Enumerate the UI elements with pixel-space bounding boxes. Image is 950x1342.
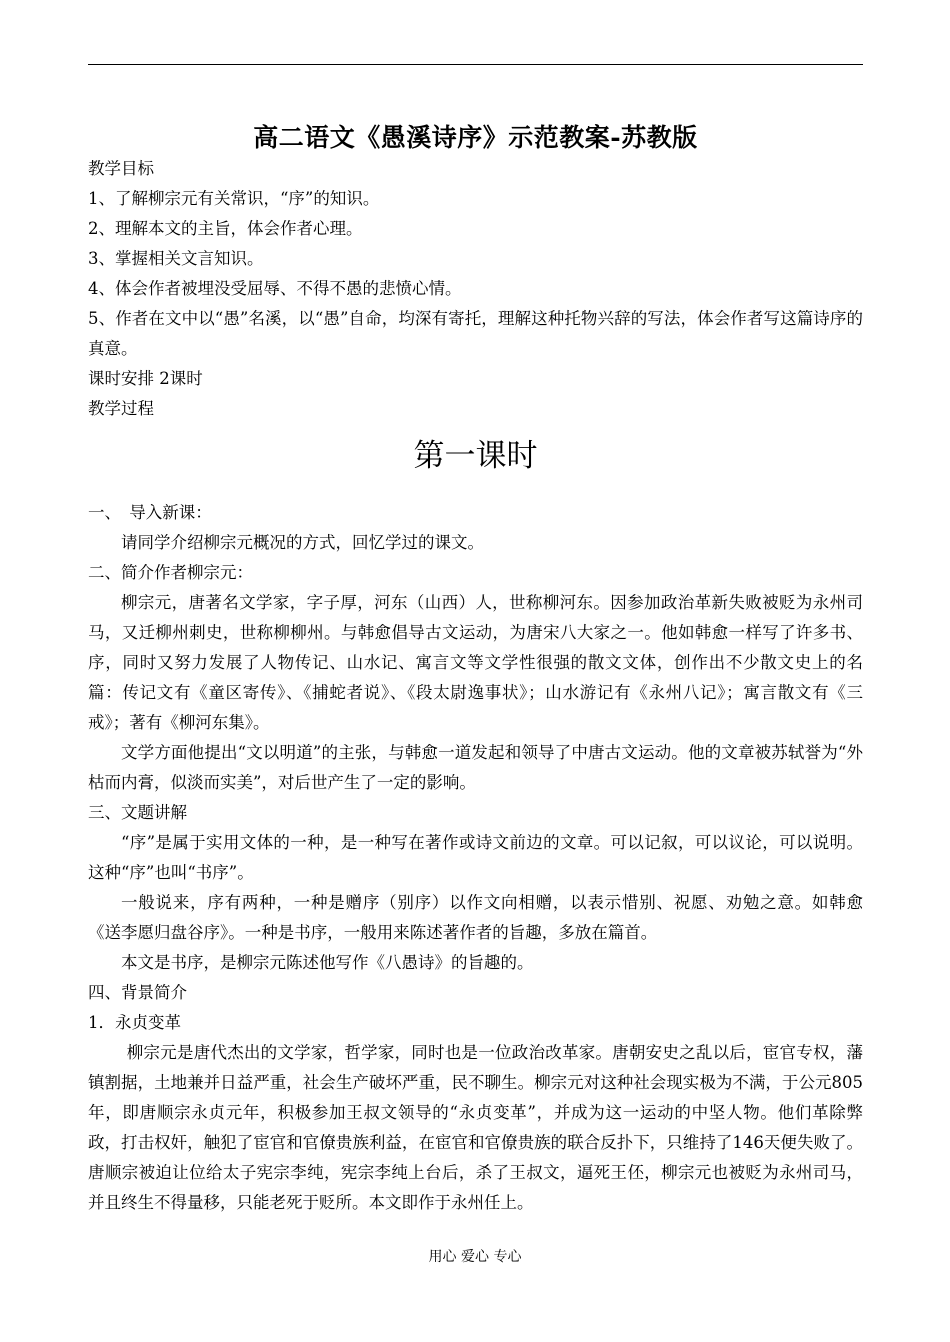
section-heading-title-explain: 三、文题讲解 (88, 803, 187, 822)
goals-heading: 教学目标 (88, 159, 154, 178)
goal-item: 4、体会作者被埋没受屈辱、不得不愚的悲愤心情。 (88, 279, 462, 298)
goal-item: 5、作者在文中以“愚”名溪，以“愚”自命，均深有寄托，理解这种托物兴辞的写法，体会作者写这篇诗序的真意。 (88, 309, 863, 358)
author-paragraph: 柳宗元，唐著名文学家，字子厚，河东（山西）人，世称柳河东。因参加政治革新失败被贬为永州司马，又迁柳州刺史，世称柳柳州。与韩愈倡导古文运动，为唐宋八大家之一。他如韩愈一样写了许多书、序，同时又努力发展了人物传记、山水记、寓言文等文学性很强的散文文体，创作出不少散文史上的名篇：传记文有《童区寄传》、《捕蛇者说》、《段太尉逸事状》；山水游记有《永州八记》；寓言散文有《三戒》；著有《柳河东集》。 (88, 593, 863, 732)
goal-item: 3、掌握相关文言知识。 (88, 249, 264, 268)
page-footer: 用心 爱心 专心 (428, 1249, 522, 1265)
title-explain-paragraph: “序”是属于实用文体的一种，是一种写在著作或诗文前边的文章。可以记叙，可以议论，可以说明。这种“序”也叫“书序”。 (88, 833, 863, 882)
background-subheading: 1．永贞变革 (88, 1013, 181, 1032)
goal-item: 1、了解柳宗元有关常识，“序”的知识。 (88, 189, 380, 208)
title-explain-paragraph: 一般说来，序有两种，一种是赠序（别序）以作文向相赠，以表示惜别、祝愿、劝勉之意。如韩愈《送李愿归盘谷序》。一种是书序，一般用来陈述著作者的旨趣，多放在篇首。 (88, 893, 863, 942)
section-heading-author: 二、简介作者柳宗元： (88, 563, 253, 582)
section-heading-background: 四、背景简介 (88, 983, 187, 1002)
author-paragraph: 文学方面他提出“文以明道”的主张，与韩愈一道发起和领导了中唐古文运动。他的文章被苏轼誉为“外枯而内膏，似淡而实美”，对后世产生了一定的影响。 (88, 743, 863, 792)
goal-item: 2、理解本文的主旨，体会作者心理。 (88, 219, 363, 238)
intro-paragraph: 请同学介绍柳宗元概况的方式，回忆学过的课文。 (121, 533, 484, 552)
document-body (88, 154, 863, 1218)
process-heading: 教学过程 (88, 399, 154, 418)
section-heading-intro: 一、 导入新课： (88, 503, 212, 522)
title-explain-paragraph: 本文是书序，是柳宗元陈述他写作《八愚诗》的旨趣的。 (121, 953, 534, 972)
section-title: 第一课时 (413, 438, 538, 474)
document-title: 高二语文《愚溪诗序》示范教案-苏教版 (253, 123, 698, 152)
header-rule (88, 64, 863, 65)
schedule: 课时安排 2课时 (88, 369, 203, 388)
background-paragraph: 柳宗元是唐代杰出的文学家，哲学家，同时也是一位政治改革家。唐朝安史之乱以后，宦官专权，藩镇割据，土地兼并日益严重，社会生产破坏严重，民不聊生。柳宗元对这种社会现实极为不满，于公元805年，即唐顺宗永贞元年，积极参加王叔文领导的“永贞变革”，并成为这一运动的中坚人物。他们革除弊政，打击权奸，触犯了宦官和官僚贵族利益，在宦官和官僚贵族的联合反扑下，只维持了146天便失败了。唐顺宗被迫让位给太子宪宗李纯，宪宗李纯上台后，杀了王叔文，逼死王伾，柳宗元也被贬为永州司马，并且终生不得量移，只能老死于贬所。本文即作于永州任上。 (88, 1043, 863, 1212)
